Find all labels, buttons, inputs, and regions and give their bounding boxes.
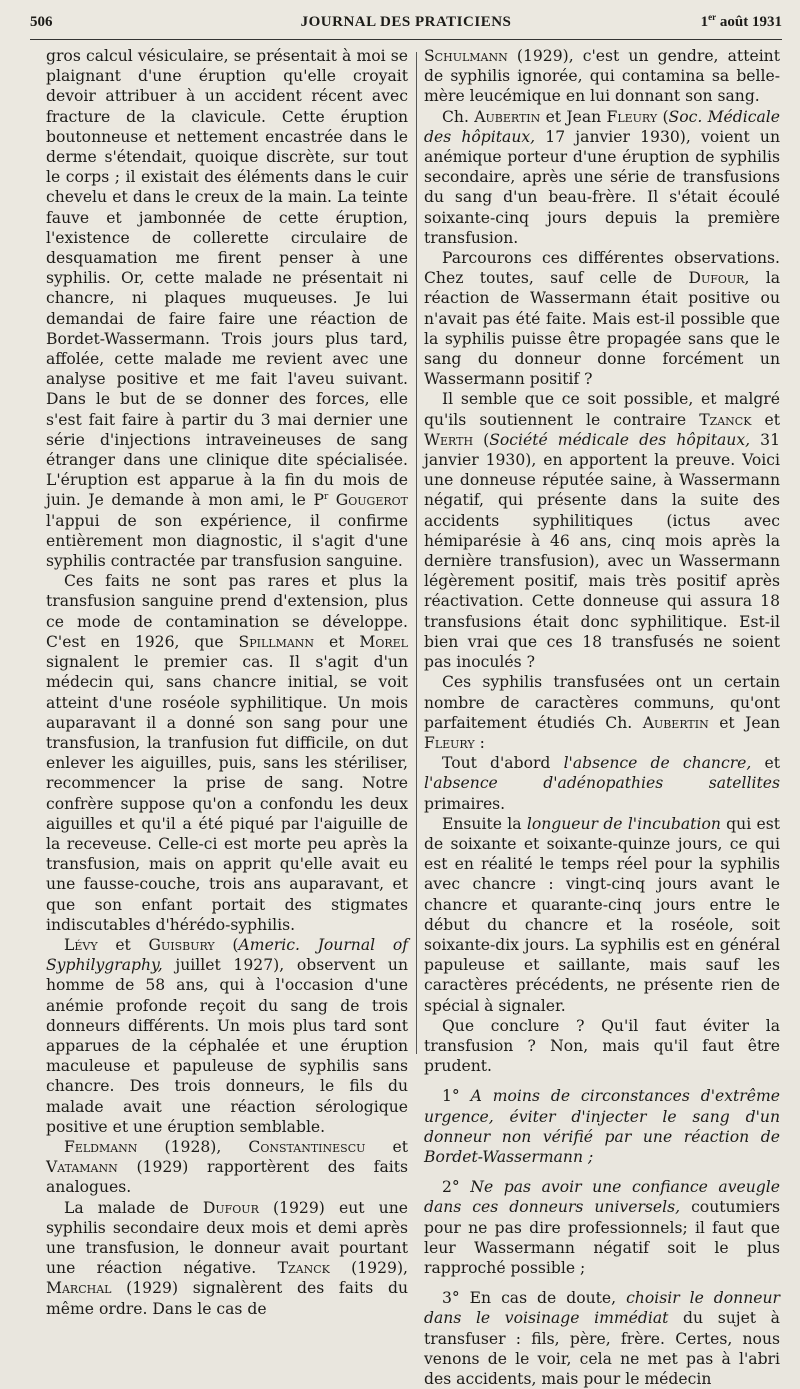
paragraph: Lévy et Guisbury (Americ. Journal of Syphilygraphy, juillet 1927), observent un homme de 58 ans, qui à l'occasion d'une anémie profonde reçoit du sang de trois donneurs différents. Un mois plus tard sont apparues de la céphalée et une éruption maculeuse et papuleuse de syphilis sans chancre. Des trois donneurs, le fils du malade avait une réaction sérologique positive et une éruption semblable. — [46, 935, 408, 1136]
paragraph: Ces faits ne sont pas rares et plus la transfusion sanguine prend d'extension, plus ce mode de contamination se développe. C'est en 1926, que Spillmann et Morel signalent le premier cas. Il s'agit d'un médecin qui, sans chancre initial, se voit atteint d'une roséole syphilitique. Un mois auparavant il a donné son sang pour une transfusion, la tranfusion fut difficile, on dut enlever les aiguilles, puis, sans les stériliser, recommencer la prise de sang. Notre confrère suppose qu'on a confondu les deux aiguilles et qu'il a été piqué par l'aiguille de la receveuse. Celle-ci est morte peu après la transfusion, mais on apprit qu'elle avait eu une fausse-couche, trois ans auparavant, et que son enfant portait des stigmates indiscutables d'hérédo-syphilis. — [46, 572, 408, 934]
left-column — [46, 46, 408, 1319]
paragraph: Feldmann (1928), Constantinescu et Vatamann (1929) rapportèrent des faits analogues. — [46, 1137, 408, 1197]
right-column — [424, 46, 780, 1389]
paragraph: Tout d'abord l'absence de chancre, et l'absence d'adénopathies satellites primaires. — [424, 754, 781, 813]
paragraph: La malade de Dufour (1929) eut une syphilis secondaire deux mois et demi après une transfusion, le donneur avait pourtant une réaction négative. Tzanck (1929), Marchal (1929) signalèrent des faits du même ordre. Dans le cas de — [46, 1198, 408, 1318]
recommendation-3: 3° En cas de doute, choisir le donneur dans le voisinage immédiat du sujet à transfuser : fils, père, frère. Certes, nous venons de le voir, cela ne met pas à l'abri des accidents, mais pour le médecin — [424, 1289, 780, 1388]
paragraph: Ensuite la longueur de l'incubation qui est de soixante et soixante-quinze jours, ce qui est en réalité le temps réel pour la syphilis avec chancre : vingt-cinq jours avant le chancre et quarante-cinq jours entre le début du chancre et la roséole, soit soixante-dix jours. La syphilis est en général papuleuse et saillante, mais sauf les caractères précédents, ne présente rien de spécial à signaler. — [424, 814, 780, 1015]
paragraph: Parcourons ces différentes observations. Chez toutes, sauf celle de Dufour, la réaction de Wassermann était positive ou n'avait pas été faite. Mais est-il possible que la syphilis puisse être propagée sans que le sang du donneur donne forcément un Wassermann positif ? — [424, 249, 780, 389]
page-header — [30, 14, 782, 38]
page-number: 506 — [30, 14, 53, 30]
column-divider — [416, 52, 417, 1054]
journal-title: JOURNAL DES PRATICIENS — [300, 14, 512, 30]
recommendation-1: 1° A moins de circonstances d'extrême urgence, éviter d'injecter le sang d'un donneur non vérifié par une réaction de Bordet-Wassermann ; — [424, 1087, 780, 1166]
header-rule — [30, 39, 782, 40]
paragraph: Il semble que ce soit possible, et malgré qu'ils soutiennent le contraire Tzanck et Werth (Société médicale des hôpitaux, 31 janvier 1930), en apportent la preuve. Voici une donneuse réputée saine, à Wassermann négatif, qui présente dans la suite des accidents syphilitiques (ictus avec hémiparésie à 46 ans, cinq mois après la dernière transfusion), avec un Wassermann légèrement positif, mais très positif après réactivation. Cette donneuse qui assura 18 transfusions était donc syphilitique. Est-il bien vrai que ces 18 transfusés ne soient pas inoculés ? — [424, 390, 781, 672]
recommendation-2: 2° Ne pas avoir une confiance aveugle dans ces donneurs universels, coutumiers pour ne pas dire professionnels; il faut que leur Wassermann négatif soit le plus rapproché possible ; — [424, 1178, 781, 1277]
paragraph: Schulmann (1929), c'est un gendre, atteint de syphilis ignorée, qui contamina sa belle-mère leucémique en lui donnant son sang. — [424, 47, 780, 106]
paragraph: gros calcul vésiculaire, se présentait à moi se plaignant d'une éruption qu'elle croyait devoir attribuer à un accident récent avec fracture de la clavicule. Cette éruption boutonneuse et nettement encastrée dans le derme s'étendait, quoique discrète, sur tout le corps ; il existait des éléments dans le cuir chevelu et dans le creux de la main. La teinte fauve et jambonnée de cette éruption, l'existence de collerette circulaire de desquamation me firent penser à une syphilis. Or, cette malade ne présentait ni chancre, ni plaques muqueuses. Je lui demandai de faire faire une réaction de Bordet-Wassermann. Trois jours plus tard, affolée, cette malade me revient avec une analyse positive et me fait l'aveu suivant. Dans le but de se donner des forces, elle s'est fait faire à partir du 3 mai dernier une série d'injections intraveineuses de sang étranger dans une clinique dite spécialisée. L'éruption est apparue à la fin du mois de juin. Je demande à mon ami, le $P^r$ Gougerot l'appui de son expérience, il confirme entièrement mon diagnostic, il s'agit d'une syphilis contractée par transfusion sanguine. — [46, 47, 409, 571]
issue-date: 1er août 1931 — [700, 12, 782, 30]
paragraph: Ch. Aubertin et Jean Fleury (Soc. Médicale des hôpitaux, 17 janvier 1930), voient un anémique porteur d'une éruption de syphilis secondaire, après une série de transfusions du sang d'un beau-frère. Il s'était écoulé soixante-cinq jours depuis la première transfusion. — [424, 107, 781, 247]
paragraph: Que conclure ? Qu'il faut éviter la transfusion ? Non, mais qu'il faut être prudent. — [424, 1016, 780, 1076]
paragraph: Ces syphilis transfusées ont un certain nombre de caractères communs, qu'ont parfaitement étudiés Ch. Aubertin et Jean Fleury : — [424, 673, 780, 752]
